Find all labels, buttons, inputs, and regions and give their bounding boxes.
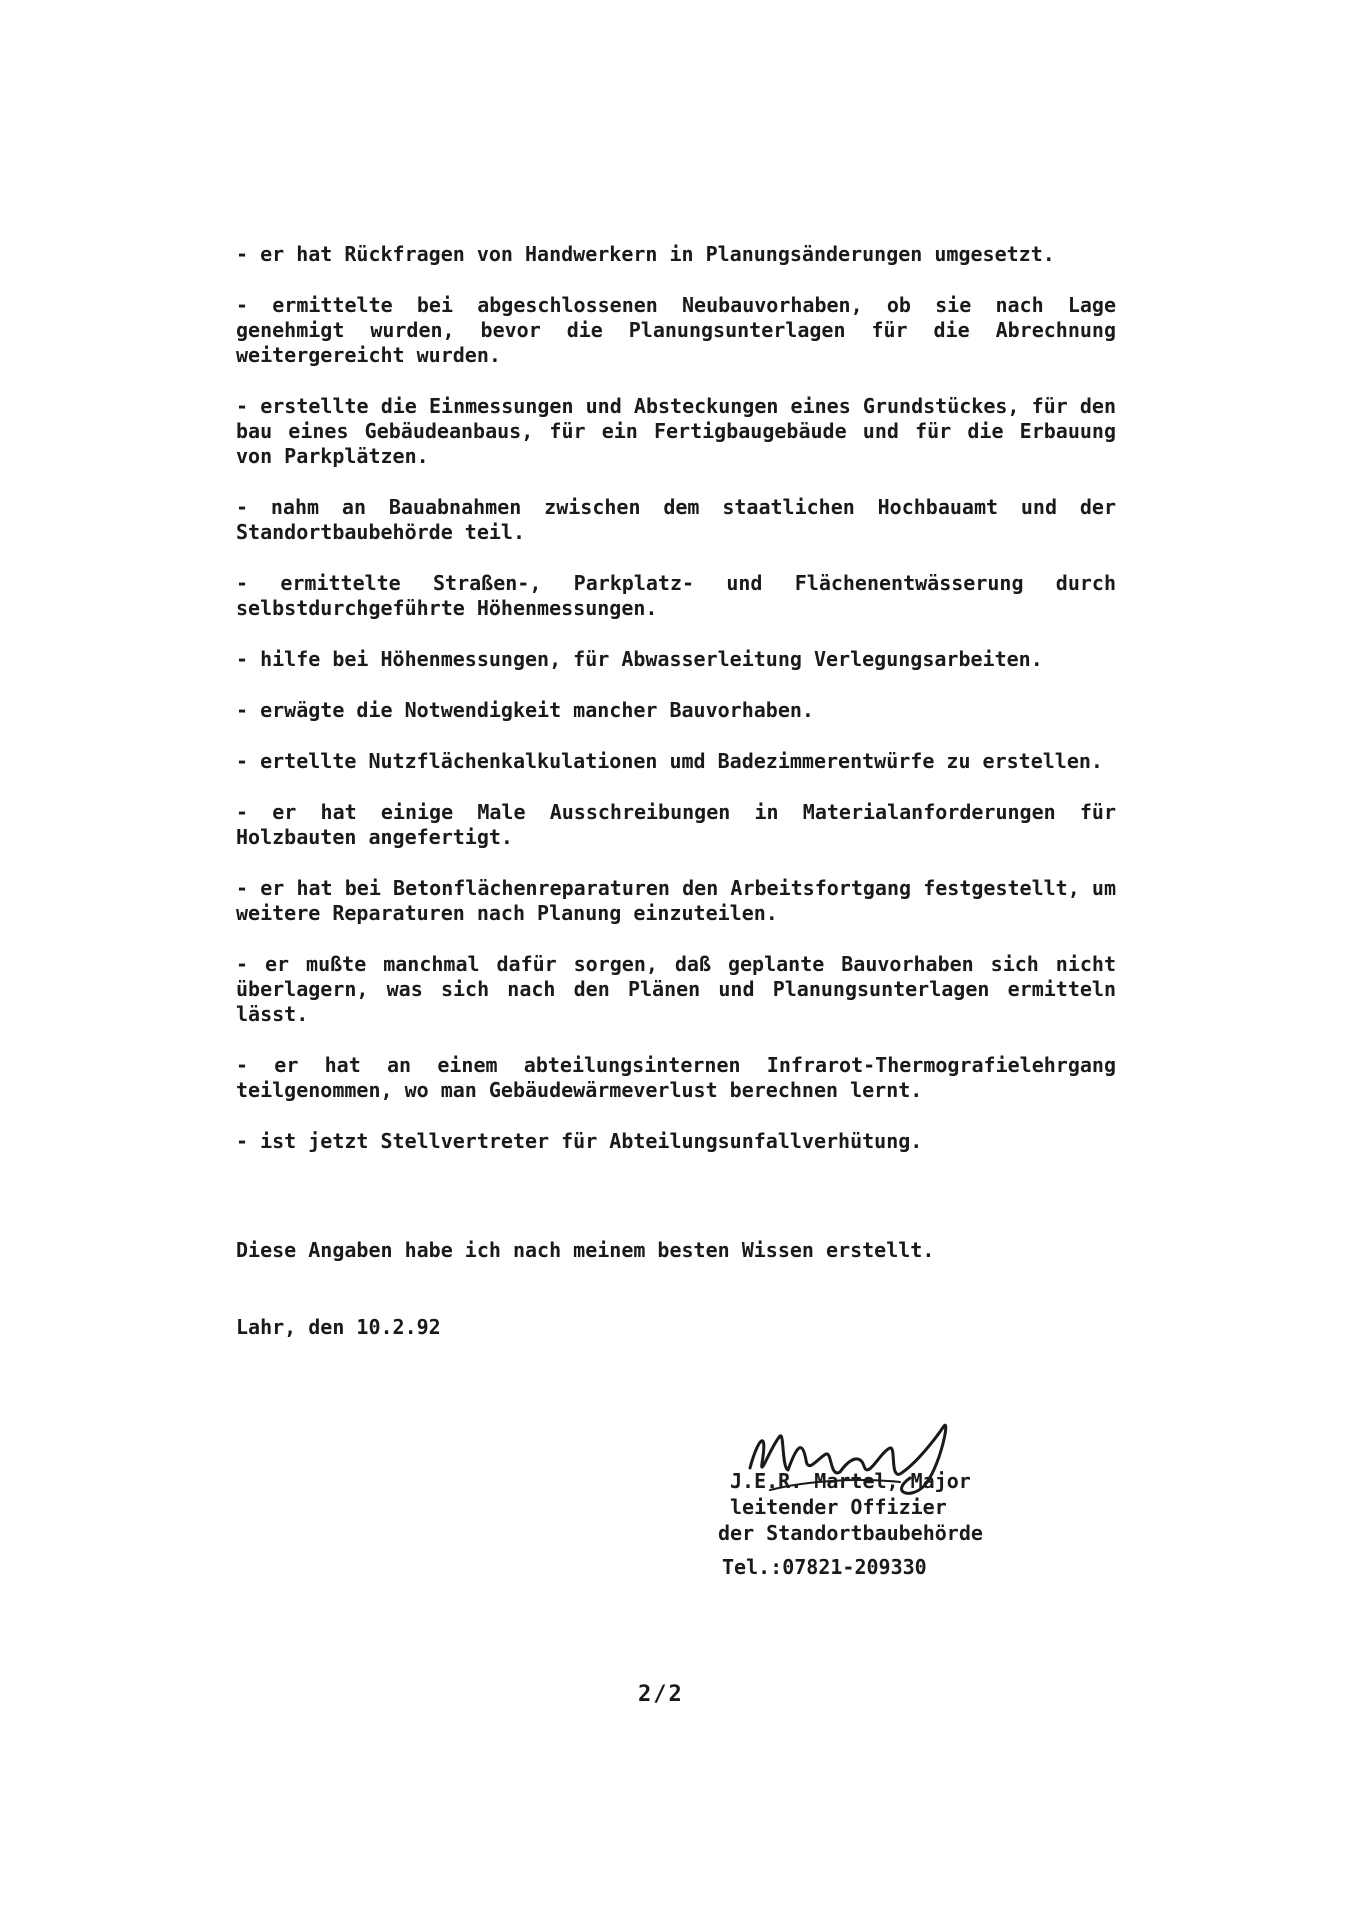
signature-block	[718, 1468, 983, 1580]
list-item: - er hat einige Male Ausschreibungen in Materialanforderungen für Holzbauten angefertigt.	[236, 800, 1116, 849]
signatory-telephone: Tel.:07821-209330	[722, 1555, 927, 1579]
closing-statement: Diese Angaben habe ich nach meinem besten Wissen erstellt.	[236, 1238, 935, 1262]
list-item: - ertellte Nutzflächenkalkulationen umd Badezimmerentwürfe zu erstellen.	[236, 749, 1103, 773]
list-item: - ist jetzt Stellvertreter für Abteilungsunfallverhütung.	[236, 1129, 923, 1153]
list-item: - er hat an einem abteilungsinternen Infrarot-Thermografielehrgang teilgenommen, wo man Gebäudewärmeverlust berechnen lernt.	[236, 1053, 1116, 1102]
list-item: - er hat bei Betonflächenreparaturen den Arbeitsfortgang festgestellt, um weitere Reparaturen nach Planung einzuteilen.	[236, 876, 1116, 925]
list-item: - hilfe bei Höhenmessungen, für Abwasserleitung Verlegungsarbeiten.	[236, 647, 1043, 671]
list-item: - er hat Rückfragen von Handwerkern in Planungsänderungen umgesetzt.	[236, 242, 1055, 266]
document-body	[236, 242, 1116, 1180]
signatory-role: leitender Offizier	[730, 1495, 947, 1519]
list-item: - ermittelte Straßen-, Parkplatz- und Flächenentwässerung durch selbstdurchgeführte Höhenmessungen.	[236, 571, 1116, 620]
signatory-name: J.E.R. Martel, Major	[730, 1469, 971, 1493]
signatory-unit: der Standortbaubehörde	[718, 1521, 983, 1545]
list-item: - erwägte die Notwendigkeit mancher Bauvorhaben.	[236, 698, 814, 722]
list-item: - ermittelte bei abgeschlossenen Neubauvorhaben, ob sie nach Lage genehmigt wurden, bevor die Planungsunterlagen für die Abrechnung weitergereicht wurden.	[236, 293, 1116, 367]
list-item: - erstellte die Einmessungen und Absteckungen eines Grundstückes, für den bau eines Gebäudeanbaus, für ein Fertigbaugebäude und für die Erbauung von Parkplätzen.	[236, 394, 1116, 468]
list-item: - er mußte manchmal dafür sorgen, daß geplante Bauvorhaben sich nicht überlagern, was sich nach den Plänen und Planungsunterlagen ermitteln lässt.	[236, 952, 1116, 1026]
page-number: 2/2	[638, 1682, 684, 1707]
list-item: - nahm an Bauabnahmen zwischen dem staatlichen Hochbauamt und der Standortbaubehörde teil.	[236, 495, 1116, 544]
place-date: Lahr, den 10.2.92	[236, 1315, 441, 1339]
